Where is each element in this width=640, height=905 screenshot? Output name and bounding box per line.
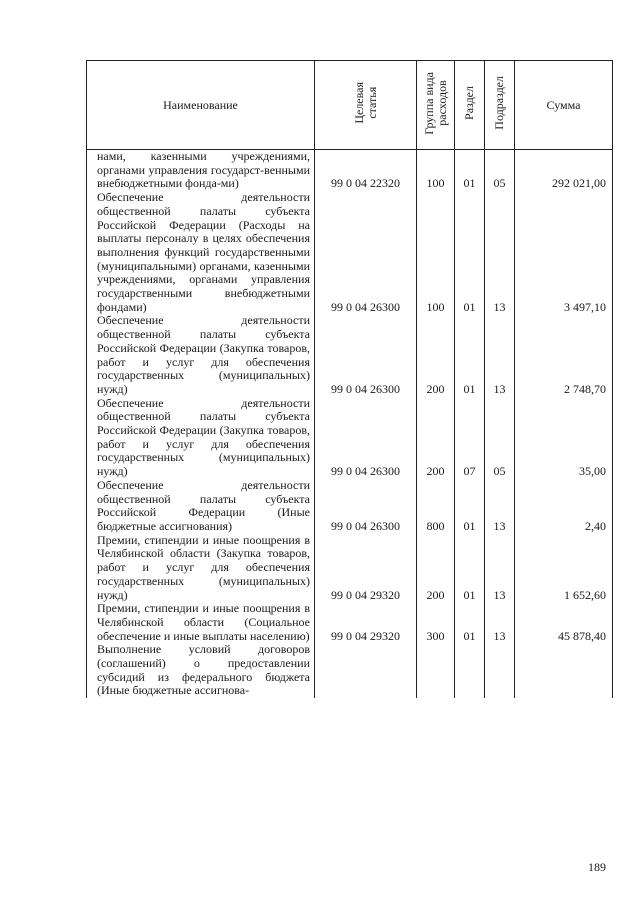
row-name: Выполнение условий договоров (соглашений) о предоставлении субсидий из федерального бюджета (Иные бюджетные ассигнова- [87,643,315,698]
row-section: 01 [455,314,485,396]
row-subsection: 13 [485,191,515,314]
row-section: 01 [455,479,485,534]
row-name: Обеспечение деятельности общественной палаты субъекта Российской Федерации (Иные бюджетные ассигнования) [87,479,315,534]
row-subsection [485,643,515,698]
row-group: 100 [417,191,455,314]
header-subsection: Подраздел [485,61,515,150]
row-sum: 2,40 [515,479,613,534]
header-sum: Сумма [515,61,613,150]
row-subsection: 05 [485,397,515,479]
row-subsection: 13 [485,602,515,643]
row-name: Обеспечение деятельности общественной палаты субъекта Российской Федерации (Закупка товаров, работ и услуг для обеспечения государственных (муниципальных) нужд) [87,397,315,479]
row-section: 01 [455,534,485,603]
row-sum: 2 748,70 [515,314,613,396]
row-article: 99 0 04 26300 [315,479,417,534]
row-group [417,643,455,698]
table-row [87,479,613,534]
row-sum: 292 021,00 [515,150,613,192]
row-sum: 1 652,60 [515,534,613,603]
row-article [315,643,417,698]
budget-table [86,60,613,698]
table-row [87,150,613,192]
row-article: 99 0 04 26300 [315,191,417,314]
table-row [87,602,613,643]
row-name: Обеспечение деятельности общественной палаты субъекта Российской Федерации (Расходы на выплаты персоналу в целях обеспечения выполнения функций государственными (муниципальными) органами, казенными учреждениями, органами управления государственными внебюджетными фондами) [87,191,315,314]
row-group: 100 [417,150,455,192]
row-name: Премии, стипендии и иные поощрения в Челябинской области (Закупка товаров, работ и услуг для обеспечения государственных (муниципальных) нужд) [87,534,315,603]
row-section: 01 [455,150,485,192]
row-name: нами, казенными учреждениями, органами управления государст-венными внебюджетными фонда-ми) [87,150,315,192]
row-section: 01 [455,602,485,643]
row-subsection: 13 [485,314,515,396]
row-group: 200 [417,397,455,479]
row-sum: 35,00 [515,397,613,479]
row-article: 99 0 04 29320 [315,534,417,603]
row-subsection: 05 [485,150,515,192]
row-group: 800 [417,479,455,534]
row-name: Обеспечение деятельности общественной палаты субъекта Российской Федерации (Закупка товаров, работ и услуг для обеспечения государственных (муниципальных) нужд) [87,314,315,396]
row-name: Премии, стипендии и иные поощрения в Челябинской области (Социальное обеспечение и иные выплаты населению) [87,602,315,643]
header-name: Наименование [87,61,315,150]
row-subsection: 13 [485,534,515,603]
row-section [455,643,485,698]
table-header-row [87,61,613,150]
header-expense-group: Группа вида расходов [417,61,455,150]
row-article: 99 0 04 29320 [315,602,417,643]
row-group: 300 [417,602,455,643]
row-section: 07 [455,397,485,479]
row-group: 200 [417,314,455,396]
row-article: 99 0 04 22320 [315,150,417,192]
row-group: 200 [417,534,455,603]
table-row [87,314,613,396]
table-row [87,534,613,603]
row-sum: 45 878,40 [515,602,613,643]
row-article: 99 0 04 26300 [315,314,417,396]
table-row [87,397,613,479]
row-subsection: 13 [485,479,515,534]
table-row [87,643,613,698]
table-row [87,191,613,314]
page-number: 189 [588,860,606,874]
header-target-article: Целевая статья [315,61,417,150]
row-section: 01 [455,191,485,314]
row-sum: 3 497,10 [515,191,613,314]
header-section: Раздел [455,61,485,150]
row-article: 99 0 04 26300 [315,397,417,479]
row-sum [515,643,613,698]
